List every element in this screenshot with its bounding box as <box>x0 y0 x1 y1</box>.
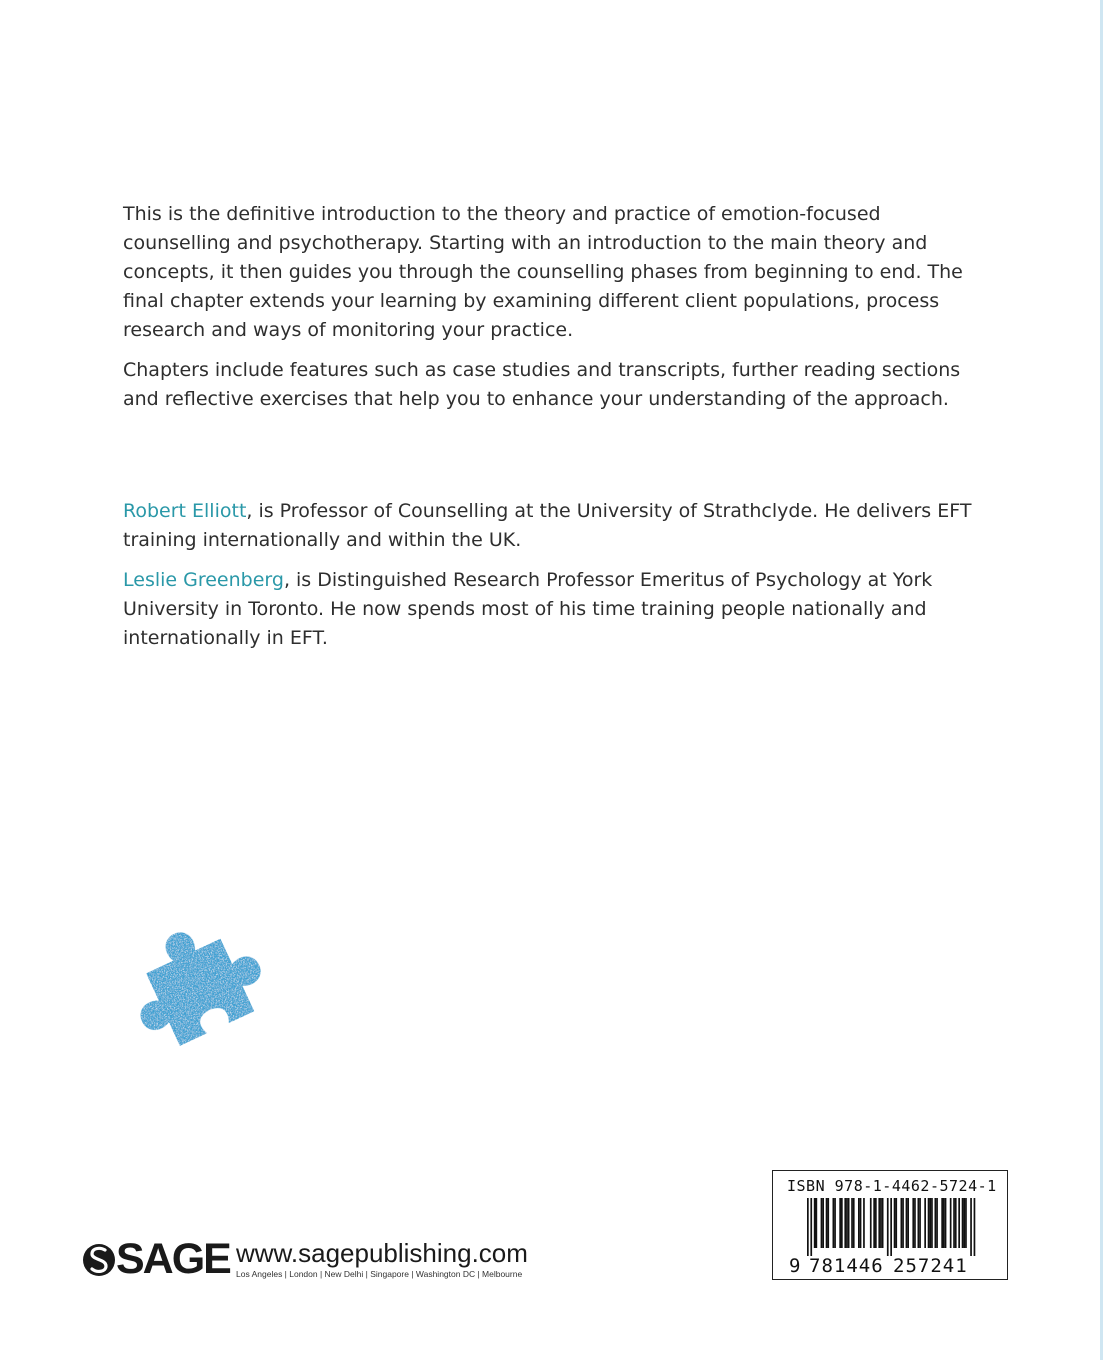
barcode-bar <box>873 1198 875 1248</box>
author-bio-text-2: , is Distinguished Research Professor Emeritus of Psychology at York University in Toronto. He now spends most of his time training people nationally and internationally in EFT. <box>123 569 933 649</box>
barcode-bar <box>822 1198 824 1248</box>
barcode-bar <box>965 1198 967 1248</box>
author-name-2: Leslie Greenberg <box>123 569 284 591</box>
barcode-bar <box>833 1198 835 1248</box>
author-bio-1 <box>123 497 973 555</box>
barcode-bar <box>839 1198 841 1248</box>
publisher-footer <box>82 1237 532 1287</box>
barcode-bar <box>936 1198 938 1248</box>
author-name-1: Robert Elliott <box>123 500 247 522</box>
isbn-label: ISBN 978-1-4462-5724-1 <box>787 1177 997 1195</box>
barcode-digit-group-1: 781446 <box>809 1255 884 1277</box>
barcode-bar <box>929 1198 931 1248</box>
barcode-bar <box>970 1198 972 1256</box>
description-paragraph-2: Chapters include features such as case studies and transcripts, further reading sections and reflective exercises that help you to enhance your understanding of the approach. <box>123 359 961 410</box>
barcode-bar <box>912 1198 914 1248</box>
isbn-barcode-box <box>772 1170 1008 1280</box>
barcode-bar <box>945 1198 947 1248</box>
barcode-bar <box>928 1198 930 1248</box>
barcode-bar <box>950 1198 952 1248</box>
barcode-bar <box>887 1198 889 1256</box>
barcode-bar <box>851 1198 853 1248</box>
barcode-bar <box>875 1198 877 1248</box>
barcode-bar <box>931 1198 933 1248</box>
barcode-bar <box>941 1198 943 1248</box>
barcode-bar <box>901 1198 903 1248</box>
barcode-bar <box>878 1198 880 1248</box>
barcode-bar <box>882 1198 884 1248</box>
barcode-bar <box>821 1198 823 1248</box>
puzzle-piece-icon <box>118 915 278 1065</box>
barcode-bar <box>924 1198 926 1248</box>
barcode-bar <box>826 1198 828 1248</box>
barcode-bar <box>943 1198 945 1248</box>
barcode-bar <box>953 1198 955 1248</box>
barcode-icon <box>803 1198 983 1256</box>
barcode-bar <box>935 1198 937 1248</box>
barcode-bar <box>914 1198 916 1248</box>
sage-logo-icon <box>82 1238 116 1282</box>
author-bio-text-1: , is Professor of Counselling at the University of Strathclyde. He delivers EFT training internationally and within the UK. <box>123 500 972 551</box>
barcode-bar <box>907 1198 909 1248</box>
barcode-bar <box>814 1198 816 1248</box>
barcode-bar <box>827 1198 829 1248</box>
barcode-bar <box>894 1198 896 1248</box>
barcode-bar <box>962 1198 964 1248</box>
barcode-bar <box>955 1198 957 1248</box>
barcode-bar <box>918 1198 920 1248</box>
barcode-bar <box>858 1198 860 1248</box>
sage-logo-wordmark: SAGE <box>116 1235 230 1283</box>
author-bios <box>123 497 973 664</box>
barcode-digit-group-2: 257241 <box>893 1255 968 1277</box>
barcode-bar <box>841 1198 843 1248</box>
description-paragraph-1: This is the definitive introduction to the theory and practice of emotion-focused counselling and psychotherapy. Starting with an introduction to the main theory and concepts, it then guides you through the counselling phases from beginning to end. The final chapter extends your learning by examining different client populations, process research and ways of monitoring your practice. <box>123 203 963 341</box>
book-description <box>123 200 973 425</box>
barcode-bar <box>895 1198 897 1248</box>
barcode-digit-first: 9 <box>789 1255 801 1277</box>
barcode-bar <box>848 1198 850 1248</box>
author-bio-2 <box>123 566 973 653</box>
barcode-bar <box>810 1198 812 1256</box>
barcode-bar <box>890 1198 892 1256</box>
publisher-locations: Los Angeles | London | New Delhi | Singapore | Washington DC | Melbourne <box>236 1269 523 1279</box>
barcode-bar <box>906 1198 908 1248</box>
barcode-bar <box>807 1198 809 1256</box>
barcode-bar <box>816 1198 818 1248</box>
barcode-bar <box>846 1198 848 1248</box>
barcode-bar <box>958 1198 960 1248</box>
barcode-bar <box>963 1198 965 1248</box>
barcode-bar <box>902 1198 904 1248</box>
barcode-bar <box>863 1198 865 1248</box>
barcode-bar <box>870 1198 872 1248</box>
barcode-bar <box>880 1198 882 1248</box>
barcode-bar <box>974 1198 976 1256</box>
barcode-bar <box>834 1198 836 1248</box>
barcode-bar <box>853 1198 855 1248</box>
publisher-website[interactable]: www.sagepublishing.com <box>236 1238 528 1268</box>
barcode-bar <box>860 1198 862 1248</box>
barcode-bar <box>919 1198 921 1248</box>
barcode-bar <box>844 1198 846 1248</box>
